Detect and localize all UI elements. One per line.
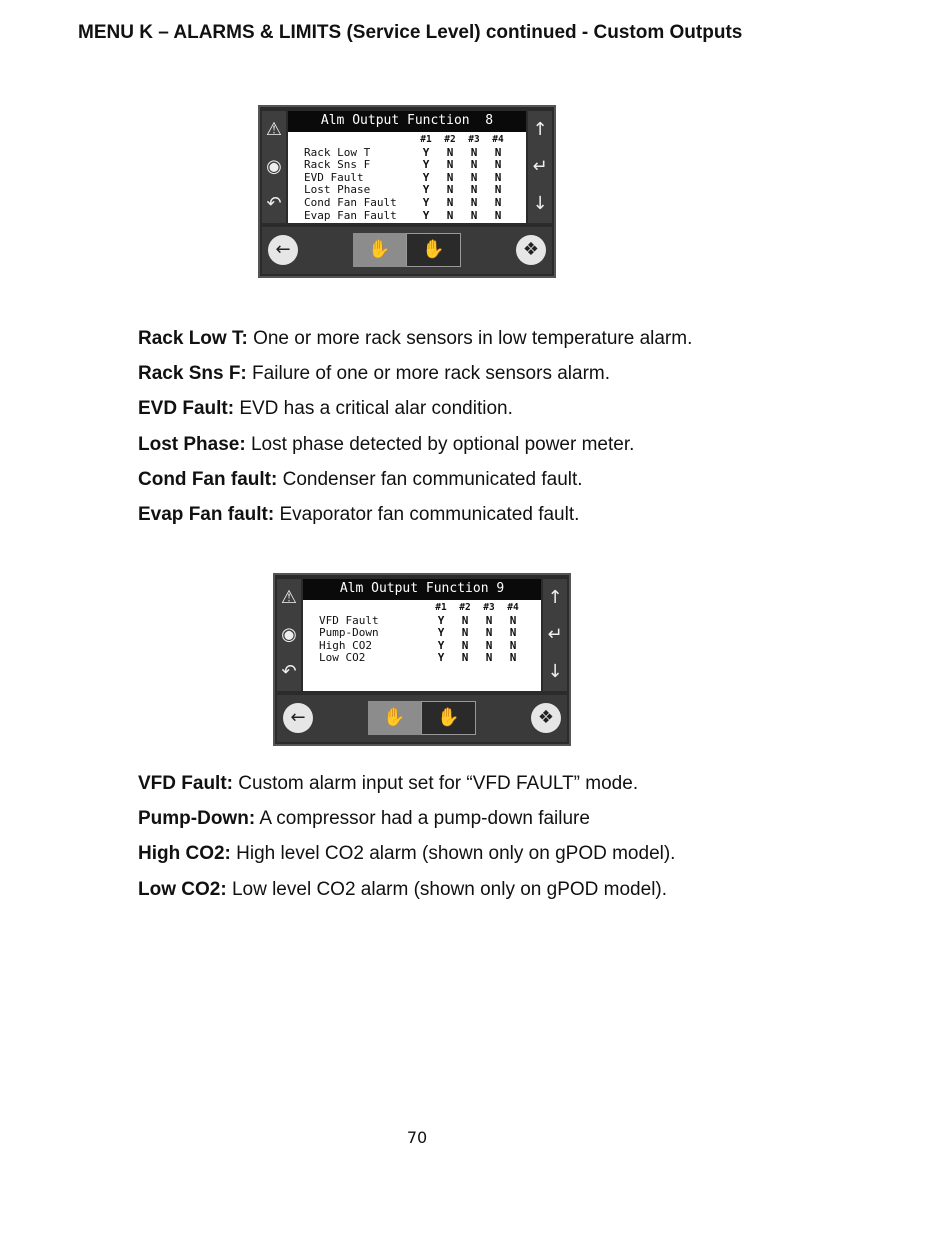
- row-label: High CO2: [319, 638, 372, 652]
- locked-hand-icon: ✋: [368, 701, 421, 735]
- alarm-icon[interactable]: ⚠: [265, 118, 283, 140]
- access-level-indicator: [368, 701, 476, 735]
- definition-term: Lost Phase:: [138, 433, 246, 455]
- table-header-row: [319, 602, 525, 615]
- output-value-cell[interactable]: Y: [422, 158, 430, 172]
- screen-title: Alm Output Function 8: [288, 111, 526, 132]
- output-value-cell[interactable]: N: [470, 183, 478, 197]
- table-row: [319, 627, 525, 640]
- output-value-cell[interactable]: N: [470, 145, 478, 159]
- definition-text: Low level CO2 alarm (shown only on gPOD model).: [226, 878, 668, 900]
- output-value-cell[interactable]: N: [461, 651, 469, 665]
- bottom-bar: [277, 695, 567, 742]
- output-value-cell[interactable]: N: [494, 170, 502, 184]
- screen-title: Alm Output Function 9: [303, 579, 541, 600]
- hmi-panel-alm-output-8: [258, 105, 556, 278]
- output-value-cell[interactable]: N: [485, 626, 493, 640]
- definition-item: [138, 391, 692, 426]
- output-value-cell[interactable]: N: [485, 638, 493, 652]
- definition-item: [138, 766, 675, 801]
- alarm-icon[interactable]: ⚠: [280, 586, 298, 608]
- definition-item: [138, 836, 675, 871]
- up-arrow-icon[interactable]: ↑: [532, 118, 548, 140]
- definition-item: [138, 356, 692, 391]
- left-key-column: [262, 111, 286, 223]
- left-key-column: [277, 579, 301, 691]
- locked-hand-icon: ✋: [353, 233, 406, 267]
- row-label: Low CO2: [319, 651, 366, 665]
- output-value-cell[interactable]: N: [446, 183, 454, 197]
- page-title: MENU K – ALARMS & LIMITS (Service Level) continued - Custom Outputs: [78, 22, 743, 43]
- lcd-screen: [288, 111, 526, 223]
- table-header-row: [304, 134, 510, 147]
- column-header: #3: [468, 134, 480, 145]
- output-value-cell[interactable]: N: [494, 183, 502, 197]
- definition-list-1: [138, 321, 692, 532]
- program-icon[interactable]: ◉: [266, 155, 282, 177]
- output-value-cell[interactable]: N: [509, 613, 517, 627]
- output-value-cell[interactable]: N: [494, 208, 502, 222]
- definition-text: Lost phase detected by optional power meter.: [245, 433, 635, 455]
- row-label: Evap Fan Fault: [304, 208, 397, 222]
- definition-term: Rack Low T:: [138, 328, 248, 349]
- output-value-cell[interactable]: N: [494, 195, 502, 209]
- page-number: 70: [406, 1128, 428, 1147]
- row-label: Rack Sns F: [304, 158, 371, 172]
- definition-term: VFD Fault:: [138, 773, 233, 794]
- output-value-cell[interactable]: N: [509, 626, 517, 640]
- output-value-cell[interactable]: Y: [437, 651, 445, 665]
- output-value-cell[interactable]: Y: [422, 195, 430, 209]
- column-header: #2: [459, 602, 471, 613]
- output-value-cell[interactable]: Y: [422, 208, 430, 222]
- bottom-bar: [262, 227, 552, 274]
- output-function-table: [319, 602, 525, 665]
- lcd-screen: [303, 579, 541, 691]
- row-label: Pump-Down: [319, 626, 379, 640]
- output-value-cell[interactable]: N: [485, 613, 493, 627]
- down-arrow-icon[interactable]: ↓: [547, 661, 563, 683]
- active-hand-icon: ✋: [406, 233, 461, 267]
- output-value-cell[interactable]: Y: [422, 183, 430, 197]
- definition-text: EVD has a critical alar condition.: [234, 398, 513, 420]
- table-row: [304, 159, 510, 172]
- output-value-cell[interactable]: Y: [422, 170, 430, 184]
- definition-item: [138, 497, 692, 532]
- escape-icon[interactable]: ↶: [266, 193, 282, 215]
- output-value-cell[interactable]: Y: [422, 145, 430, 159]
- column-header: #4: [507, 602, 519, 613]
- output-value-cell[interactable]: N: [509, 651, 517, 665]
- definition-list-2: [138, 766, 675, 907]
- output-value-cell[interactable]: Y: [437, 638, 445, 652]
- definition-text: One or more rack sensors in low temperature alarm.: [247, 328, 693, 349]
- escape-icon[interactable]: ↶: [281, 661, 297, 683]
- definition-term: EVD Fault:: [138, 398, 235, 420]
- menu-icon[interactable]: ❖: [516, 235, 546, 265]
- output-value-cell[interactable]: N: [446, 145, 454, 159]
- column-header-spacer: [319, 602, 429, 615]
- row-label: Cond Fan Fault: [304, 195, 397, 209]
- output-value-cell[interactable]: N: [446, 195, 454, 209]
- output-value-cell[interactable]: N: [461, 613, 469, 627]
- hmi-panel-alm-output-9: [273, 573, 571, 746]
- output-value-cell[interactable]: N: [461, 638, 469, 652]
- column-header-spacer: [304, 134, 414, 147]
- definition-text: High level CO2 alarm (shown only on gPOD model).: [230, 843, 676, 865]
- output-value-cell[interactable]: Y: [437, 613, 445, 627]
- definition-text: Custom alarm input set for “VFD FAULT” mode.: [233, 773, 639, 794]
- column-header: #1: [420, 134, 432, 145]
- enter-icon[interactable]: ↵: [547, 623, 563, 645]
- row-label: VFD Fault: [319, 613, 379, 627]
- definition-item: [138, 462, 692, 497]
- output-value-cell[interactable]: N: [446, 208, 454, 222]
- output-value-cell[interactable]: N: [470, 170, 478, 184]
- down-arrow-icon[interactable]: ↓: [532, 193, 548, 215]
- definition-term: Evap Fan fault:: [138, 504, 275, 526]
- output-value-cell[interactable]: N: [461, 626, 469, 640]
- output-value-cell[interactable]: N: [470, 208, 478, 222]
- back-arrow-icon[interactable]: ←: [268, 235, 298, 265]
- definition-term: Pump-Down:: [138, 808, 256, 830]
- definition-item: [138, 801, 675, 836]
- definition-text: Failure of one or more rack sensors alarm.: [246, 363, 611, 385]
- table-row: [304, 210, 510, 223]
- back-arrow-icon[interactable]: ←: [283, 703, 313, 733]
- definition-text: Condenser fan communicated fault.: [277, 468, 583, 490]
- definition-term: Cond Fan fault:: [138, 468, 278, 490]
- output-value-cell[interactable]: N: [446, 158, 454, 172]
- output-value-cell[interactable]: N: [446, 170, 454, 184]
- column-header: #3: [483, 602, 495, 613]
- definition-text: A compressor had a pump-down failure: [255, 808, 590, 830]
- output-value-cell[interactable]: N: [494, 158, 502, 172]
- column-header: #2: [444, 134, 456, 145]
- row-label: EVD Fault: [304, 170, 364, 184]
- menu-icon[interactable]: ❖: [531, 703, 561, 733]
- definition-term: High CO2:: [138, 843, 231, 865]
- output-function-table: [304, 134, 510, 222]
- table-row: [304, 197, 510, 210]
- output-value-cell[interactable]: N: [470, 158, 478, 172]
- output-value-cell[interactable]: N: [509, 638, 517, 652]
- enter-icon[interactable]: ↵: [532, 155, 548, 177]
- column-header: #4: [492, 134, 504, 145]
- definition-item: [138, 321, 692, 356]
- program-icon[interactable]: ◉: [281, 623, 297, 645]
- row-label: Lost Phase: [304, 183, 371, 197]
- output-value-cell[interactable]: N: [494, 145, 502, 159]
- right-key-column: [528, 111, 552, 223]
- up-arrow-icon[interactable]: ↑: [547, 586, 563, 608]
- definition-item: [138, 427, 692, 462]
- output-value-cell[interactable]: N: [470, 195, 478, 209]
- right-key-column: [543, 579, 567, 691]
- definition-text: Evaporator fan communicated fault.: [274, 504, 580, 526]
- definition-term: Low CO2:: [138, 878, 227, 900]
- definition-item: [138, 872, 675, 907]
- definition-term: Rack Sns F:: [138, 363, 247, 385]
- row-label: Rack Low T: [304, 145, 371, 159]
- output-value-cell[interactable]: N: [485, 651, 493, 665]
- output-value-cell[interactable]: Y: [437, 626, 445, 640]
- active-hand-icon: ✋: [421, 701, 476, 735]
- column-header: #1: [435, 602, 447, 613]
- table-row: [319, 652, 525, 665]
- access-level-indicator: [353, 233, 461, 267]
